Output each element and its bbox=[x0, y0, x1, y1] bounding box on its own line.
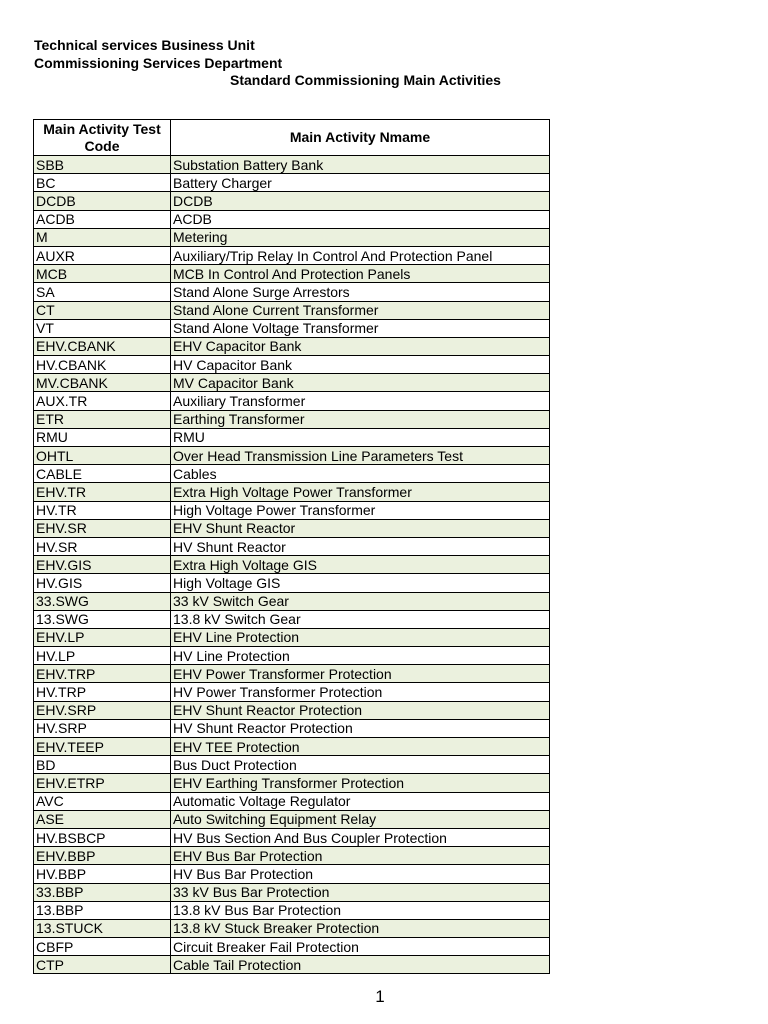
table-row bbox=[34, 810, 550, 828]
activity-name-cell: DCDB bbox=[171, 192, 550, 210]
activity-code-cell: EHV.LP bbox=[34, 628, 171, 646]
table-row bbox=[34, 938, 550, 956]
table-row bbox=[34, 865, 550, 883]
table-row bbox=[34, 701, 550, 719]
table-row bbox=[34, 847, 550, 865]
activity-code-cell: EHV.SRP bbox=[34, 701, 171, 719]
activity-code-cell: 13.SWG bbox=[34, 610, 171, 628]
activity-code-cell: EHV.BBP bbox=[34, 847, 171, 865]
document-header bbox=[34, 37, 501, 90]
activity-code-cell: HV.TR bbox=[34, 501, 171, 519]
activity-code-cell: ETR bbox=[34, 410, 171, 428]
activity-name-cell: 33 kV Bus Bar Protection bbox=[171, 883, 550, 901]
activity-name-cell: RMU bbox=[171, 428, 550, 446]
table-row bbox=[34, 628, 550, 646]
activity-code-cell: HV.CBANK bbox=[34, 356, 171, 374]
activity-name-cell: ACDB bbox=[171, 210, 550, 228]
activity-code-cell: SA bbox=[34, 283, 171, 301]
table-row bbox=[34, 756, 550, 774]
activity-name-cell: HV Shunt Reactor bbox=[171, 537, 550, 555]
activity-name-cell: 13.8 kV Stuck Breaker Protection bbox=[171, 919, 550, 937]
activity-name-cell: EHV Line Protection bbox=[171, 628, 550, 646]
activity-name-cell: MV Capacitor Bank bbox=[171, 374, 550, 392]
activity-name-cell: Auxiliary/Trip Relay In Control And Protection Panel bbox=[171, 246, 550, 264]
table-row bbox=[34, 919, 550, 937]
activity-name-cell: Stand Alone Voltage Transformer bbox=[171, 319, 550, 337]
activity-name-cell: 13.8 kV Switch Gear bbox=[171, 610, 550, 628]
activity-code-cell: EHV.TRP bbox=[34, 665, 171, 683]
activity-name-cell: EHV Earthing Transformer Protection bbox=[171, 774, 550, 792]
activity-name-cell: EHV Shunt Reactor Protection bbox=[171, 701, 550, 719]
main-activities-table bbox=[33, 119, 550, 974]
activity-code-cell: 33.BBP bbox=[34, 883, 171, 901]
activity-code-cell: AUX.TR bbox=[34, 392, 171, 410]
activity-code-cell: CTP bbox=[34, 956, 171, 974]
table-row bbox=[34, 356, 550, 374]
table-row bbox=[34, 374, 550, 392]
table-row bbox=[34, 792, 550, 810]
activity-name-cell: Extra High Voltage Power Transformer bbox=[171, 483, 550, 501]
activity-name-cell: Bus Duct Protection bbox=[171, 756, 550, 774]
table-row bbox=[34, 228, 550, 246]
table-row bbox=[34, 574, 550, 592]
activity-code-cell: MCB bbox=[34, 265, 171, 283]
activity-code-cell: MV.CBANK bbox=[34, 374, 171, 392]
activity-code-cell: VT bbox=[34, 319, 171, 337]
activity-name-cell: HV Line Protection bbox=[171, 647, 550, 665]
activity-name-cell: HV Power Transformer Protection bbox=[171, 683, 550, 701]
activity-code-cell: ASE bbox=[34, 810, 171, 828]
table-row bbox=[34, 410, 550, 428]
table-row bbox=[34, 192, 550, 210]
table-row bbox=[34, 174, 550, 192]
business-unit-title: Technical services Business Unit bbox=[34, 37, 255, 53]
activity-name-cell: 13.8 kV Bus Bar Protection bbox=[171, 901, 550, 919]
activity-name-cell: 33 kV Switch Gear bbox=[171, 592, 550, 610]
table-row bbox=[34, 483, 550, 501]
table-row bbox=[34, 828, 550, 846]
activity-name-cell: Stand Alone Surge Arrestors bbox=[171, 283, 550, 301]
table-row bbox=[34, 337, 550, 355]
activity-code-cell: EHV.GIS bbox=[34, 556, 171, 574]
activity-name-cell: Over Head Transmission Line Parameters Test bbox=[171, 447, 550, 465]
table-row bbox=[34, 519, 550, 537]
activity-name-cell: EHV TEE Protection bbox=[171, 738, 550, 756]
activity-code-cell: CT bbox=[34, 301, 171, 319]
activity-name-cell: EHV Bus Bar Protection bbox=[171, 847, 550, 865]
activity-code-cell: EHV.TEEP bbox=[34, 738, 171, 756]
activity-name-cell: Substation Battery Bank bbox=[171, 156, 550, 174]
table-row bbox=[34, 246, 550, 264]
activity-code-cell: BC bbox=[34, 174, 171, 192]
activity-code-cell: HV.TRP bbox=[34, 683, 171, 701]
table-row bbox=[34, 883, 550, 901]
activity-code-cell: HV.BSBCP bbox=[34, 828, 171, 846]
activity-code-cell: AVC bbox=[34, 792, 171, 810]
activity-code-cell: EHV.CBANK bbox=[34, 337, 171, 355]
table-row bbox=[34, 392, 550, 410]
table-row bbox=[34, 610, 550, 628]
table-row bbox=[34, 719, 550, 737]
table-row bbox=[34, 556, 550, 574]
table-row bbox=[34, 738, 550, 756]
page-number: 1 bbox=[375, 987, 385, 1006]
activity-code-cell: SBB bbox=[34, 156, 171, 174]
table-row bbox=[34, 301, 550, 319]
activity-name-cell: Auxiliary Transformer bbox=[171, 392, 550, 410]
table-row bbox=[34, 465, 550, 483]
table-row bbox=[34, 537, 550, 555]
col-header-test-code: Main Activity Test Code bbox=[34, 120, 171, 156]
activity-code-cell: CBFP bbox=[34, 938, 171, 956]
table-row bbox=[34, 665, 550, 683]
activity-name-cell: Automatic Voltage Regulator bbox=[171, 792, 550, 810]
activity-code-cell: EHV.ETRP bbox=[34, 774, 171, 792]
table-row bbox=[34, 319, 550, 337]
activity-name-cell: Battery Charger bbox=[171, 174, 550, 192]
activity-name-cell: Auto Switching Equipment Relay bbox=[171, 810, 550, 828]
table-row bbox=[34, 956, 550, 974]
activity-code-cell: DCDB bbox=[34, 192, 171, 210]
table-header-row bbox=[34, 120, 550, 156]
activity-name-cell: HV Shunt Reactor Protection bbox=[171, 719, 550, 737]
table-row bbox=[34, 774, 550, 792]
activity-name-cell: Cables bbox=[171, 465, 550, 483]
activity-name-cell: High Voltage Power Transformer bbox=[171, 501, 550, 519]
table-row bbox=[34, 447, 550, 465]
activity-name-cell: MCB In Control And Protection Panels bbox=[171, 265, 550, 283]
activity-code-cell: M bbox=[34, 228, 171, 246]
activity-code-cell: HV.SRP bbox=[34, 719, 171, 737]
activity-code-cell: RMU bbox=[34, 428, 171, 446]
activity-code-cell: ACDB bbox=[34, 210, 171, 228]
table-row bbox=[34, 592, 550, 610]
table-row bbox=[34, 901, 550, 919]
activity-name-cell: Stand Alone Current Transformer bbox=[171, 301, 550, 319]
activity-name-cell: Extra High Voltage GIS bbox=[171, 556, 550, 574]
table-row bbox=[34, 683, 550, 701]
activity-name-cell: Earthing Transformer bbox=[171, 410, 550, 428]
activity-name-cell: High Voltage GIS bbox=[171, 574, 550, 592]
table-row bbox=[34, 647, 550, 665]
activity-code-cell: 13.BBP bbox=[34, 901, 171, 919]
activity-code-cell: 33.SWG bbox=[34, 592, 171, 610]
activity-code-cell: AUXR bbox=[34, 246, 171, 264]
document-title: Standard Commissioning Main Activities bbox=[230, 72, 501, 88]
activity-name-cell: HV Bus Section And Bus Coupler Protection bbox=[171, 828, 550, 846]
activity-code-cell: BD bbox=[34, 756, 171, 774]
activity-code-cell: HV.SR bbox=[34, 537, 171, 555]
activity-code-cell: 13.STUCK bbox=[34, 919, 171, 937]
department-title: Commissioning Services Department bbox=[34, 54, 283, 71]
activity-name-cell: HV Capacitor Bank bbox=[171, 356, 550, 374]
activity-name-cell: Metering bbox=[171, 228, 550, 246]
table-row bbox=[34, 156, 550, 174]
col-header-activity-name: Main Activity Nmame bbox=[171, 120, 550, 156]
table-row bbox=[34, 283, 550, 301]
activity-code-cell: EHV.TR bbox=[34, 483, 171, 501]
activity-code-cell: HV.GIS bbox=[34, 574, 171, 592]
activity-name-cell: EHV Capacitor Bank bbox=[171, 337, 550, 355]
activity-name-cell: Circuit Breaker Fail Protection bbox=[171, 938, 550, 956]
activity-name-cell: EHV Power Transformer Protection bbox=[171, 665, 550, 683]
activity-code-cell: OHTL bbox=[34, 447, 171, 465]
activity-name-cell: EHV Shunt Reactor bbox=[171, 519, 550, 537]
activity-code-cell: HV.LP bbox=[34, 647, 171, 665]
table-row bbox=[34, 501, 550, 519]
activity-code-cell: EHV.SR bbox=[34, 519, 171, 537]
table-row bbox=[34, 428, 550, 446]
activity-name-cell: Cable Tail Protection bbox=[171, 956, 550, 974]
activity-name-cell: HV Bus Bar Protection bbox=[171, 865, 550, 883]
activity-code-cell: CABLE bbox=[34, 465, 171, 483]
table-row bbox=[34, 265, 550, 283]
table-row bbox=[34, 210, 550, 228]
activity-code-cell: HV.BBP bbox=[34, 865, 171, 883]
